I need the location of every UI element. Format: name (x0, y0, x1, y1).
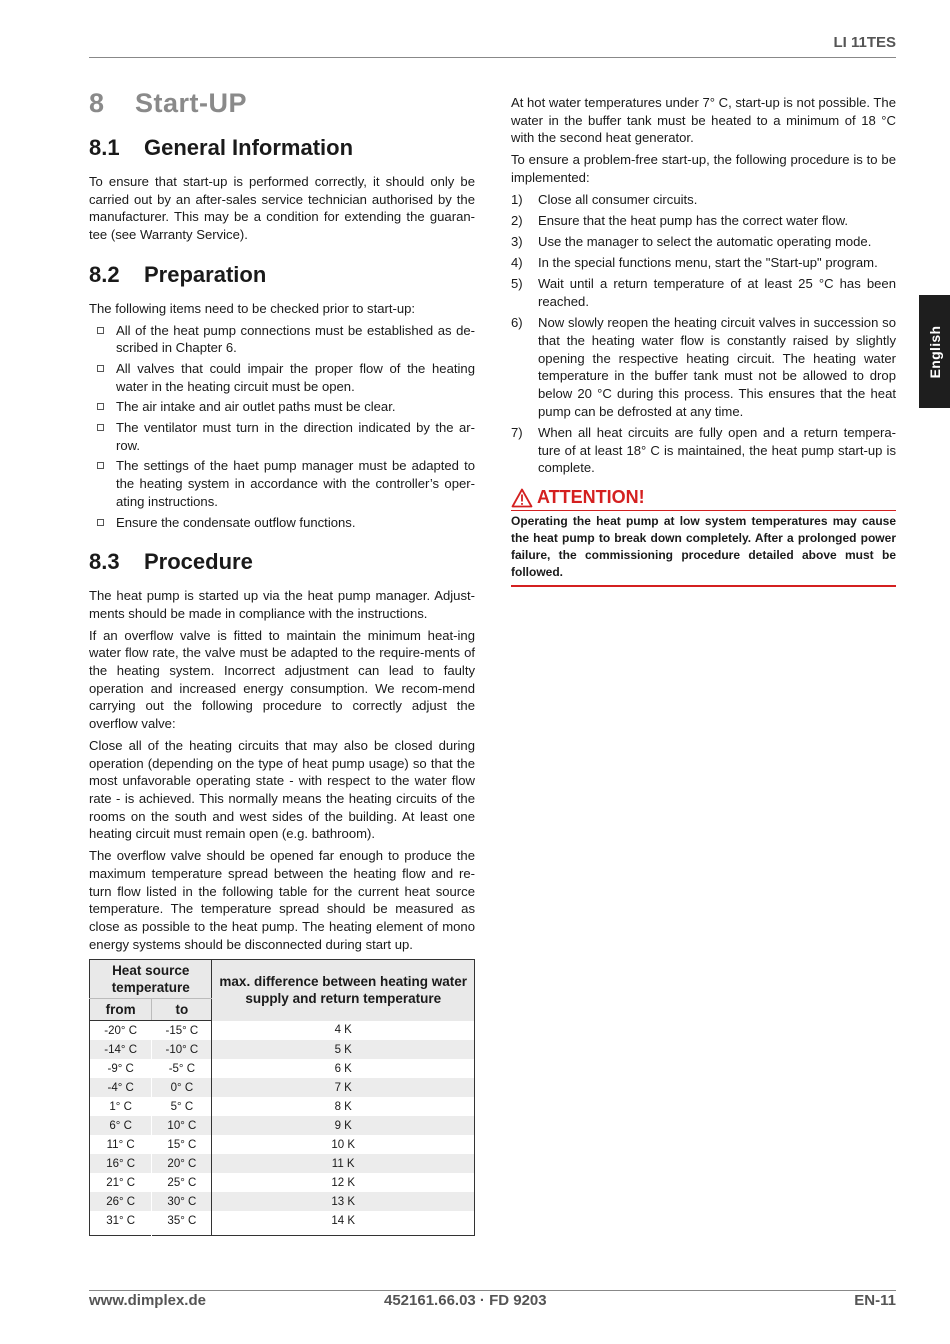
cell-max-difference: 4 K (334, 1024, 352, 1037)
section-title: Procedure (144, 549, 253, 575)
procedure-paragraph: Close all of the heating circuits that may also be closed during operation (depending on the type of heat pump usage) so that the most unfavorable operating state - with respect to the water flow rate - is achieved. This normally means the heating circuits of the rooms on the south and west sides of the building. At least one heating circuit must remain open (e.g. bathroom). (89, 737, 475, 842)
step-text: Ensure that the heat pump has the correct water flow. (538, 212, 849, 228)
bullet-square-icon (97, 327, 104, 334)
table-header-from: from (90, 999, 152, 1021)
list-item (89, 457, 475, 510)
cell-to: 30° C (152, 1192, 212, 1211)
cell-max-difference: 6 K (334, 1062, 352, 1075)
chapter-title: Start-UP (135, 88, 248, 118)
startup-steps (511, 191, 896, 478)
cell-max-difference: 12 K (331, 1176, 356, 1189)
step-number: 5) (511, 276, 523, 292)
bullet-square-icon (97, 424, 104, 431)
cell-to: -5° C (152, 1059, 212, 1078)
preparation-intro: The following items need to be checked prior to start-up: (89, 300, 416, 316)
list-item-text: All of the heat pump connections must be established as de-scribed in Chapter 6. (116, 322, 475, 356)
cell-from: 16° C (90, 1154, 152, 1173)
section-heading-procedure (89, 549, 475, 575)
warning-triangle-icon (511, 488, 533, 508)
cell-max-difference: 11 K (212, 1154, 475, 1173)
temperature-spread-table (89, 959, 475, 1236)
list-item (511, 275, 896, 310)
cell-from: 21° C (90, 1173, 152, 1192)
list-item-text: The settings of the haet pump manager must be adapted to the heating system in accordance with the controller’s oper-ating instructions. (116, 458, 475, 509)
step-text: In the special functions menu, start the "Start-up" program. (538, 255, 878, 271)
section-number: 8.1 (89, 135, 120, 160)
language-tab (919, 295, 950, 408)
list-item (511, 314, 896, 420)
step-text: Wait until a return temperature of at least 25 °C has been reached. (538, 276, 896, 310)
cell-to: 10° C (152, 1116, 212, 1135)
step-text: Use the manager to select the automatic operating mode. (538, 233, 872, 249)
cell-to: -15° C (152, 1021, 212, 1041)
table-row (90, 1078, 475, 1097)
step-number: 1) (511, 191, 523, 207)
table-header-to: to (152, 999, 212, 1021)
list-item-text: All valves that could impair the proper flow of the heating water in the heating circuit must be open. (116, 360, 475, 394)
table-row (90, 1154, 475, 1173)
list-item (89, 419, 475, 454)
list-item (511, 233, 896, 251)
step-text: Now slowly reopen the heating circuit valves in succession so that the heating water flow is constantly raised by slightly opening the respective heating circuit. The heating water temperature in the buffer tank must not be allowed to drop below 20 °C during this process. This ensures that the heat pump can be defrosted at any time. (538, 315, 896, 419)
list-item (511, 191, 896, 209)
table-row (90, 1097, 475, 1116)
list-item (89, 398, 475, 416)
section-heading-preparation (89, 262, 475, 288)
bullet-square-icon (97, 365, 104, 372)
cell-to: 0° C (152, 1078, 212, 1097)
section-title: General Information (144, 135, 354, 160)
step-number: 6) (511, 315, 523, 331)
list-item (511, 254, 896, 272)
header-divider (89, 57, 896, 58)
bullet-square-icon (97, 519, 104, 526)
cell-max-difference: 7 K (212, 1078, 475, 1097)
attention-box (511, 487, 896, 587)
step-number: 7) (511, 424, 523, 440)
list-item (511, 424, 896, 477)
cell-max-difference: 8 K (334, 1100, 352, 1113)
section-title: Preparation (144, 261, 267, 287)
list-item (511, 212, 896, 230)
footer-divider (89, 1290, 896, 1291)
cell-to: -10° C (152, 1040, 212, 1059)
cell-max-difference: 5 K (212, 1040, 475, 1059)
list-item-text: The air intake and air outlet paths must be clear. (116, 399, 396, 415)
step-text: When all heat circuits are fully open and a return tempera-ture of at least 18° C is maintained, the heat pump start-up is complete. (538, 424, 896, 476)
cell-to: 15° C (152, 1135, 212, 1154)
cell-max-difference: 14 K (331, 1215, 356, 1227)
attention-header (511, 487, 896, 508)
procedure-paragraph: The heat pump is started up via the heat pump manager. Adjust-ments should be made in compliance with the instructions. (89, 588, 475, 621)
table-body (90, 1021, 475, 1236)
cell-to: 20° C (152, 1154, 212, 1173)
cell-max-difference: 13 K (212, 1192, 475, 1211)
right-paragraph: At hot water temperatures under 7° C, start-up is not possible. The water in the buffer tank must be heated to a minimum of 18 °C with the second heat generator. (511, 95, 896, 146)
left-column (89, 88, 475, 957)
cell-from: 6° C (90, 1116, 152, 1135)
step-number: 3) (511, 233, 523, 249)
preparation-checklist (89, 322, 475, 532)
section-number: 8.2 (89, 261, 120, 287)
section-number: 8.3 (89, 549, 120, 575)
section-heading-general (89, 135, 475, 161)
table-row (90, 1211, 475, 1236)
footer-page-number: EN-11 (854, 1292, 896, 1309)
attention-title: ATTENTION! (537, 487, 645, 508)
procedure-paragraph: If an overflow valve is fitted to maintain the minimum heat-ing water flow rate, the valve must be adapted to the require-ments of the heating system. Incorrect adjustment can lead to faulty operation and increased energy consumption. We recom-mend carrying out the following procedure to correctly adjust the overflow valve: (89, 627, 475, 732)
cell-from: -9° C (90, 1059, 152, 1078)
step-number: 2) (511, 212, 523, 228)
step-text: Close all consumer circuits. (538, 191, 698, 207)
cell-from: 26° C (90, 1192, 152, 1211)
cell-to: 5° C (152, 1097, 212, 1116)
language-tab-label: English (926, 325, 943, 378)
cell-to: 25° C (152, 1173, 212, 1192)
right-paragraph: To ensure a problem-free start-up, the following procedure is to be implemented: (511, 152, 896, 185)
list-item-text: The ventilator must turn in the direction indicated by the ar-row. (116, 420, 475, 453)
cell-from: -4° C (90, 1078, 152, 1097)
bullet-square-icon (97, 403, 104, 410)
general-info-text: To ensure that start-up is performed correctly, it should only be carried out by an after-sales service technician authorised by the manufacturer. This may be a condition for extending the guaran-tee (see Warranty Service). (89, 174, 475, 243)
chapter-heading (89, 88, 475, 119)
table-row (90, 1040, 475, 1059)
footer-doc-number: 452161.66.03 · FD 9203 (384, 1292, 547, 1309)
list-item-text: Ensure the condensate outflow functions. (116, 514, 356, 530)
bullet-square-icon (97, 462, 104, 469)
list-item (89, 514, 475, 532)
cell-from: -14° C (90, 1040, 152, 1059)
cell-from: 31° C (90, 1211, 152, 1236)
table-header-heat-source: Heat source temperature (90, 960, 212, 999)
attention-text: Operating the heat pump at low system temperatures may cause the heat pump to break down completely. After a prolonged power failure, the commissioning procedure detailed above must be followed. (511, 510, 896, 587)
procedure-paragraph: The overflow valve should be opened far enough to produce the maximum temperature spread between the heating flow and re-turn flow listed in the following table for the current heat source temperature. The temperature spread should be measured as close as possible to the heat pump. The heating element of mono energy systems should be disconnected during start up. (89, 848, 475, 952)
cell-to: 35° C (152, 1211, 212, 1236)
footer-website: www.dimplex.de (89, 1292, 206, 1309)
cell-from: -20° C (90, 1021, 152, 1041)
cell-from: 1° C (90, 1097, 152, 1116)
table-row (90, 1135, 475, 1154)
table-row (90, 1021, 475, 1041)
table-row (90, 1173, 475, 1192)
chapter-number: 8 (89, 88, 105, 118)
table-row (90, 1192, 475, 1211)
right-column (511, 94, 896, 587)
step-number: 4) (511, 255, 523, 271)
cell-max-difference: 10 K (331, 1138, 356, 1151)
table-row (90, 1059, 475, 1078)
list-item (89, 322, 475, 357)
table-row (90, 1116, 475, 1135)
cell-from: 11° C (90, 1135, 152, 1154)
table-header-max-difference: max. difference between heating water supply and return temperature (212, 960, 475, 1021)
cell-max-difference: 9 K (212, 1116, 475, 1135)
list-item (89, 360, 475, 395)
model-code: LI 11TES (833, 34, 896, 51)
